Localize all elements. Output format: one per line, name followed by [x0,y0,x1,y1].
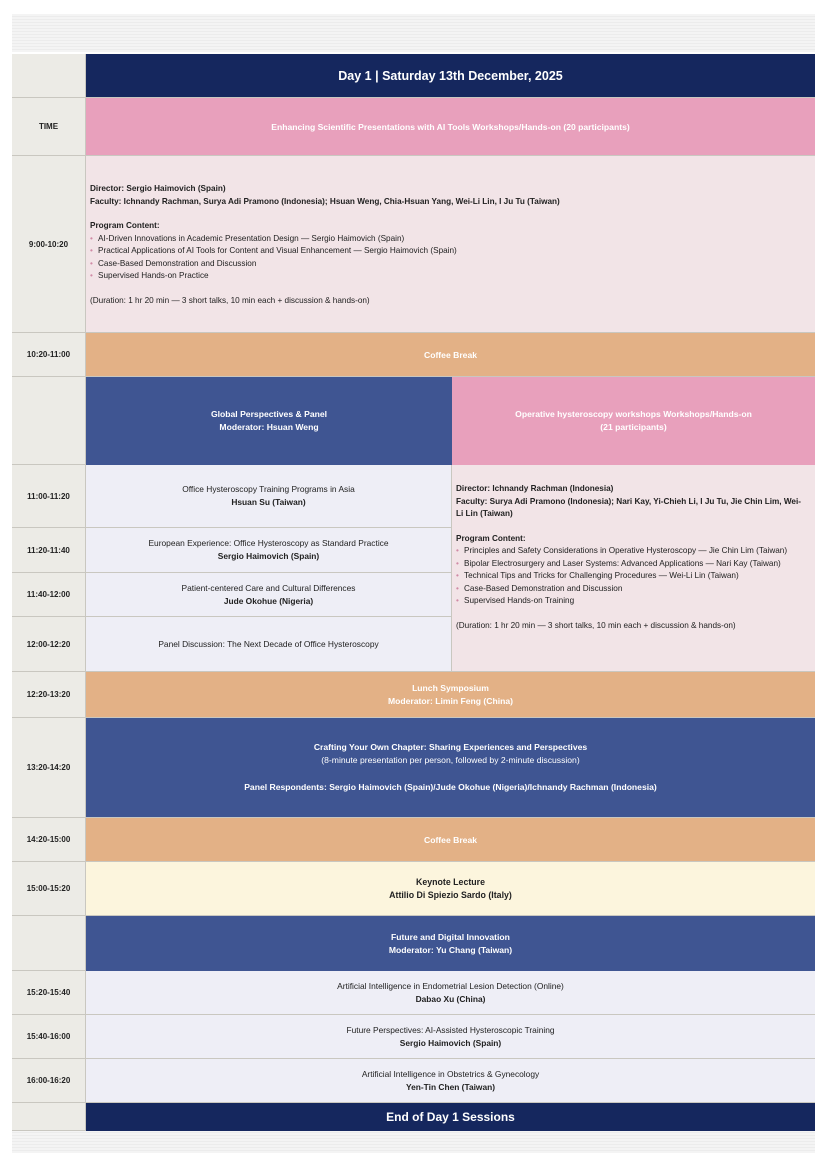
workshop1-title: Enhancing Scientific Presentations with AI Tools Workshops/Hands-on (20 participants) [86,98,815,156]
workshop2-program-list [456,545,808,608]
time-cell: 12:00-12:20 [12,617,86,672]
time-cell: 13:20-14:20 [12,718,86,818]
panel-moderator: Moderator: Hsuan Weng [219,422,319,432]
future-talk [86,1015,815,1059]
crafting-title: Crafting Your Own Chapter: Sharing Experiences and Perspectives [313,742,588,752]
talk-speaker: Dabao Xu (China) [415,993,486,1004]
time-cell: 15:20-15:40 [12,971,86,1015]
list-item: • Case-Based Demonstration and Discussion [456,583,808,596]
keynote-lecture [86,862,815,916]
time-cell: 14:20-15:00 [12,818,86,862]
list-item: • Bipolar Electrosurgery and Laser Systems: Advanced Applications — Nari Kay (Taiwan) [456,558,808,571]
workshop1-details [86,156,815,333]
crafting-subtitle: (8-minute presentation per person, followed by 2-minute discussion) [321,755,580,765]
time-cell: 12:20-13:20 [12,672,86,718]
time-cell: 15:40-16:00 [12,1015,86,1059]
header-band [12,14,815,52]
workshop2-faculty: Faculty: Surya Adi Pramono (Indonesia); Nari Kay, Yi-Chieh Li, I Ju Tu, Jie Chin Lim, Wei-Li Lin (Taiwan) [456,496,801,518]
keynote-title: Keynote Lecture [416,876,485,887]
workshop1-faculty: Faculty: Ichnandy Rachman, Surya Adi Pramono (Indonesia); Hsuan Weng, Chia-Hsuan Yang, Wei-Li Lin, I Ju Tu (Taiwan) [90,196,560,206]
time-cell: 15:00-15:20 [12,862,86,916]
workshop2-header [452,377,815,465]
talk-speaker: Hsuan Su (Taiwan) [231,497,306,507]
workshop1-director: Director: Sergio Haimovich (Spain) [90,184,226,193]
lunch-symposium [86,672,815,718]
workshop2-duration: (Duration: 1 hr 20 min — 3 short talks, 10 min each + discussion & hands-on) [456,620,736,630]
future-talk [86,1059,815,1103]
lunch-title: Lunch Symposium [412,682,489,693]
panel-title: Global Perspectives & Panel [210,409,328,419]
coffee-break: Coffee Break [86,818,815,862]
day-title: Day 1 | Saturday 13th December, 2025 [86,54,815,98]
crafting-respondents: Panel Respondents: Sergio Haimovich (Spain)/Jude Okohue (Nigeria)/Ichnandy Rachman (Indonesia) [244,782,657,792]
time-cell: 11:40-12:00 [12,573,86,617]
panel-talk [86,617,452,672]
footer-blank-cell [12,1103,86,1131]
future-moderator: Moderator: Yu Chang (Taiwan) [388,944,513,955]
time-cell: 9:00-10:20 [12,156,86,333]
time-blank-cell [12,916,86,971]
time-cell: 11:20-11:40 [12,528,86,573]
time-header: TIME [12,98,86,156]
list-item: • Supervised Hands-on Training [456,595,808,608]
time-cell: 10:20-11:00 [12,333,86,377]
talk-title: Office Hysteroscopy Training Programs in Asia [182,484,355,494]
coffee-break: Coffee Break [86,333,815,377]
future-talk [86,971,815,1015]
talk-title: Future Perspectives: AI-Assisted Hysteroscopic Training [346,1024,555,1035]
footer-band [12,1131,815,1153]
panel-talk [86,573,452,617]
workshop2-program-label: Program Content: [456,533,526,543]
workshop2-participants: (21 participants) [600,422,667,432]
list-item: • Technical Tips and Tricks for Challenging Procedures — Wei-Li Lin (Taiwan) [456,570,808,583]
talk-title: European Experience: Office Hysteroscopy as Standard Practice [148,538,389,548]
talk-title: Patient-centered Care and Cultural Differences [181,582,356,593]
panel-talk [86,528,452,573]
time-cell: 16:00-16:20 [12,1059,86,1103]
list-item: • Supervised Hands-on Practice [90,270,805,283]
talk-speaker: Yen-Tin Chen (Taiwan) [405,1081,496,1092]
list-item: • AI-Driven Innovations in Academic Presentation Design — Sergio Haimovich (Spain) [90,233,805,246]
workshop2-details [452,465,815,672]
talk-title: Artificial Intelligence in Obstetrics & Gynecology [361,1068,540,1079]
talk-speaker: Sergio Haimovich (Spain) [217,551,320,561]
time-cell: 11:00-11:20 [12,465,86,528]
talk-speaker: Jude Okohue (Nigeria) [223,595,314,606]
list-item: • Practical Applications of AI Tools for Content and Visual Enhancement — Sergio Haimovich (Spain) [90,245,805,258]
end-of-day: End of Day 1 Sessions [86,1103,815,1131]
workshop1-program-label: Program Content: [90,221,160,230]
header-blank-cell [12,54,86,98]
workshop2-director: Director: Ichnandy Rachman (Indonesia) [456,484,614,493]
workshop2-title: Operative hysteroscopy workshops Workshops/Hands-on [515,409,752,419]
talk-speaker: Sergio Haimovich (Spain) [399,1037,502,1048]
workshop1-program-list [90,233,805,283]
lunch-moderator: Moderator: Limin Feng (China) [387,695,514,706]
panel-header [86,377,452,465]
future-header [86,916,815,971]
keynote-speaker: Attilio Di Spiezio Sardo (Italy) [389,889,512,900]
future-title: Future and Digital Innovation [391,931,510,942]
list-item: • Principles and Safety Considerations in Operative Hysteroscopy — Jie Chin Lim (Taiwan) [456,545,808,558]
crafting-session [86,718,815,818]
list-item: • Case-Based Demonstration and Discussion [90,258,805,271]
workshop1-duration: (Duration: 1 hr 20 min — 3 short talks, 10 min each + discussion & hands-on) [90,295,370,305]
time-blank-cell [12,377,86,465]
panel-talk [86,465,452,528]
talk-title: Artificial Intelligence in Endometrial Lesion Detection (Online) [337,980,564,991]
talk-title: Panel Discussion: The Next Decade of Office Hysteroscopy [158,638,379,649]
